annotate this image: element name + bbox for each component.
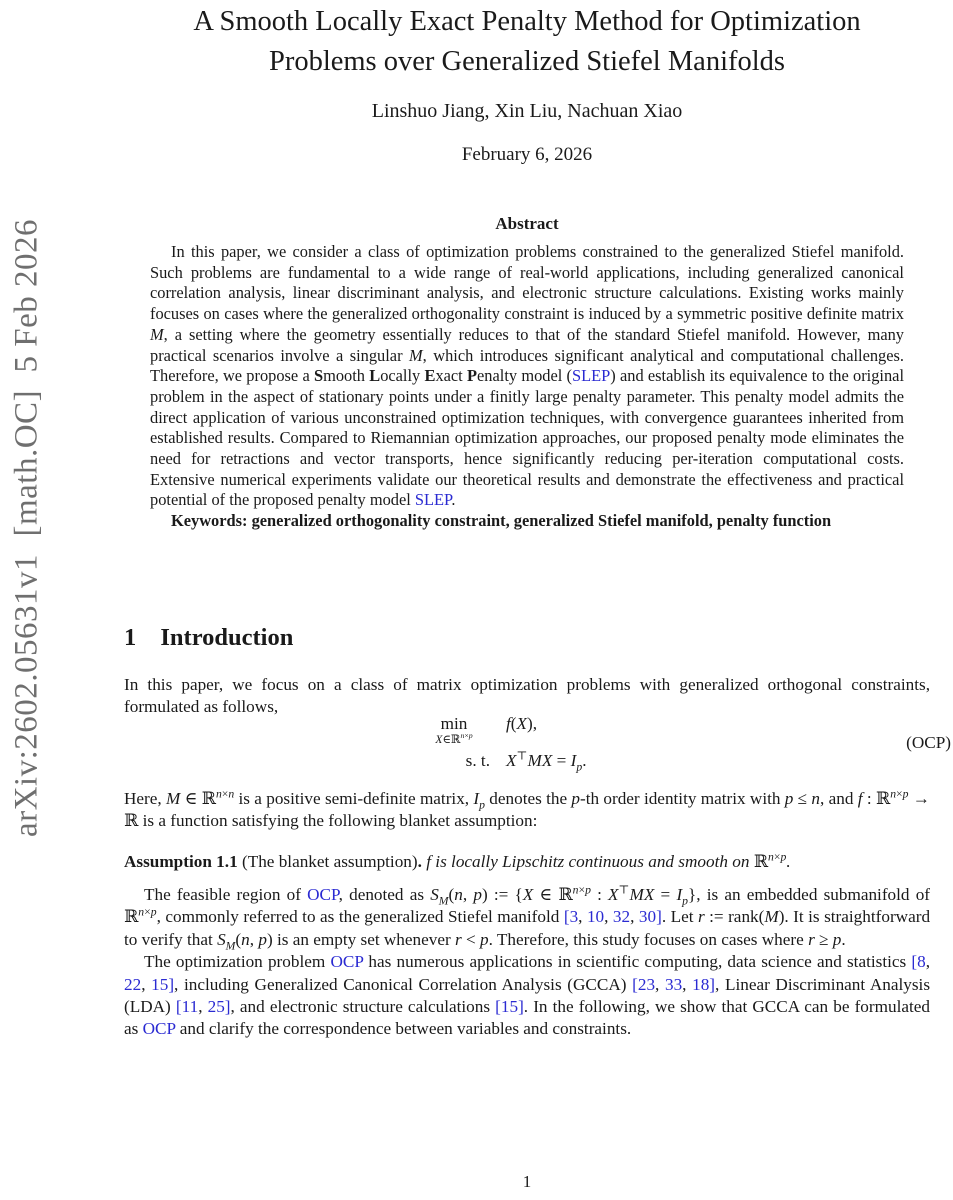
paper-title — [124, 2, 930, 82]
text-run: p — [258, 929, 267, 949]
text-run: is a positive semi-definite matrix, — [234, 789, 474, 808]
cite-link[interactable]: ] — [709, 974, 716, 994]
text-run: r — [808, 929, 815, 949]
text-run: , and electronic structure calculations — [230, 997, 496, 1017]
subject-to-label: s. t. — [465, 751, 490, 770]
text-run: p — [479, 798, 485, 812]
text-run: X — [506, 751, 517, 770]
text-run: enalty model ( — [477, 366, 572, 386]
text-run: ( — [235, 929, 242, 949]
abstract-body — [150, 242, 904, 511]
text-run: p — [468, 731, 473, 741]
text-run: . — [582, 751, 587, 770]
authors-line: Linshuo Jiang, Xin Liu, Nachuan Xiao — [371, 100, 683, 122]
text-run: ), — [527, 714, 538, 733]
cite-link[interactable]: [ — [632, 974, 638, 994]
text-run: M — [629, 885, 644, 904]
text-run: p — [902, 787, 909, 801]
text-run: n — [454, 885, 463, 904]
cite-link[interactable]: 15 — [500, 997, 519, 1017]
text-run: , which introduces significant analytical and computational challenges. Therefore, we propose a — [150, 345, 904, 386]
paper-title-line1: A Smooth Locally Exact Penalty Method for Optimization — [193, 6, 861, 37]
cite-link[interactable]: 23 — [637, 974, 656, 994]
page-number: 1 — [522, 1172, 532, 1191]
text-run: × — [773, 850, 781, 864]
equation-tag-ocp: (OCP) — [906, 732, 951, 752]
text-run: ℝ — [450, 734, 461, 746]
intro-paragraph-2 — [124, 788, 930, 833]
text-run: is locally Lipschitz continuous and smooth on — [431, 852, 754, 871]
text-run: S — [430, 885, 439, 904]
text-run: denotes the — [484, 789, 572, 808]
text-run: I — [473, 789, 480, 808]
text-run: M — [225, 939, 236, 953]
cite-link[interactable]: [ — [911, 952, 918, 972]
min-operator — [418, 714, 490, 746]
text-run: n — [890, 787, 897, 801]
text-run: I — [676, 885, 683, 904]
constraint-expression — [506, 749, 636, 774]
text-run: . — [451, 490, 456, 510]
text-run: S — [313, 366, 324, 386]
text-run: ⊤ — [516, 749, 528, 763]
arxiv-stamp-text: arXiv:2602.05631v1 [math.OC] 5 Feb 2026 — [8, 218, 45, 838]
text-run: ℝ — [201, 789, 216, 808]
text-run: M — [438, 894, 449, 908]
text-run: p — [585, 883, 591, 897]
text-run: r — [455, 929, 462, 949]
text-run: , Linear Discriminant Analysis (LDA) — [124, 974, 931, 1017]
cite-link[interactable]: 15 — [151, 974, 169, 994]
text-run: ℝ — [124, 907, 139, 927]
text-run: , — [198, 997, 208, 1017]
text-run: ) := { — [481, 885, 523, 904]
text-run: → — [908, 789, 930, 808]
intro-paragraph-4 — [124, 951, 930, 1041]
text-run: . Let — [661, 907, 698, 927]
text-run: , — [655, 974, 665, 994]
text-run: × — [896, 787, 903, 801]
text-run: , — [925, 952, 930, 972]
text-run: L — [369, 366, 381, 386]
text-run: ⊤ — [618, 883, 630, 897]
text-run: ℝ — [753, 852, 769, 871]
equation-body — [418, 714, 636, 774]
slep-link[interactable]: SLEP — [414, 490, 452, 510]
cite-link[interactable]: 25 — [207, 997, 225, 1017]
text-run: p — [480, 929, 489, 949]
text-run: f — [506, 714, 511, 733]
text-run: = — [552, 751, 571, 770]
text-run: ℝ — [558, 885, 573, 904]
text-run: n — [768, 850, 774, 864]
text-run: X — [435, 734, 443, 746]
text-run: . In the following, we show that GCCA can be formulated as — [124, 997, 930, 1039]
text-run: is an empty set whenever — [272, 929, 455, 949]
text-run: : — [590, 885, 609, 904]
cite-link[interactable]: 18 — [692, 974, 710, 994]
text-run: ∈ — [442, 734, 451, 746]
text-run: Here, — [124, 789, 166, 808]
text-run: , — [462, 885, 474, 904]
text-run: M — [764, 907, 779, 927]
cite-link[interactable]: 22 — [124, 974, 142, 994]
text-run: ( — [510, 714, 517, 733]
text-run: , commonly referred to as the generalized Stiefel manifold — [156, 907, 564, 927]
text-run: n — [228, 787, 235, 801]
text-run: r — [697, 907, 705, 927]
text-run: I — [570, 751, 577, 770]
text-run: . Therefore, this study focuses on cases where — [488, 929, 809, 949]
text-run: , — [682, 974, 693, 994]
text-run: ocally — [380, 366, 425, 386]
cite-link[interactable]: ] — [224, 997, 231, 1017]
text-run: Keywords: generalized orthogonality constraint, generalized Stiefel manifold, penalty function — [171, 511, 832, 531]
text-run: ∈ — [533, 885, 559, 904]
text-run: f — [857, 789, 863, 808]
text-run: f — [426, 852, 431, 871]
cite-link[interactable]: ] — [518, 997, 524, 1017]
text-run: }, is an embedded submanifold of — [688, 885, 931, 904]
section-number: 1 — [124, 624, 137, 651]
text-run: : — [862, 789, 876, 808]
text-run: X — [608, 885, 619, 904]
text-run: M — [409, 345, 423, 365]
text-run: In this paper, we consider a class of optimization problems constrained to the generalized Stiefel manifold. Such problems are fundamental to a wide range of real-world applications, including generalized canonical correlation analysis, linear discriminant analysis, and electronic structure calculations. Existing works mainly focuses on cases where the generalized orthogonality constraint is induced by a symmetric positive definite matrix — [150, 242, 904, 324]
intro-paragraph-1 — [124, 674, 930, 719]
text-run: M — [527, 751, 542, 770]
text-run: M — [166, 789, 181, 808]
text-run: X — [643, 885, 655, 904]
text-run: (The blanket assumption) — [237, 852, 418, 871]
text-run: has numerous applications in scientific computing, data science and statistics — [363, 952, 912, 972]
cite-link[interactable]: 33 — [664, 974, 683, 994]
text-run: n — [460, 731, 465, 741]
text-run: X — [522, 885, 534, 904]
text-run: p — [832, 929, 842, 949]
abstract-block — [150, 242, 904, 532]
text-run: mooth — [323, 366, 370, 386]
min-subscript — [435, 732, 472, 746]
ocp-link[interactable]: OCP — [307, 885, 339, 904]
text-run: p — [682, 894, 689, 908]
text-run: , — [604, 907, 613, 927]
text-run: -th order identity matrix with — [579, 789, 785, 808]
paper-content — [124, 0, 951, 1200]
text-run: n — [811, 789, 821, 808]
text-run: ) — [266, 929, 273, 949]
date-line: February 6, 2026 — [461, 144, 593, 165]
text-run: := rank( — [704, 907, 765, 927]
min-label: min — [440, 714, 468, 733]
text-run: p — [576, 760, 583, 774]
text-run: , and — [820, 789, 858, 808]
text-run: ( — [448, 885, 455, 904]
text-run: , — [578, 907, 587, 927]
assumption-1-1 — [124, 851, 930, 873]
cite-link[interactable]: [ — [175, 997, 182, 1017]
text-run: ). It is straightforward to verify that — [124, 907, 931, 949]
text-run: , denoted as — [338, 885, 431, 904]
section-heading-introduction — [124, 624, 930, 652]
cite-link[interactable]: [ — [495, 997, 501, 1017]
cite-link[interactable]: ] — [168, 974, 175, 994]
text-run: S — [217, 929, 226, 949]
text-run: . — [786, 852, 791, 871]
text-run: ) and establish its equivalence to the original problem in the aspect of stationary points under a finitly large penalty parameter. This penalty model admits the direct application of various unconstrained optimization techniques, with convergence guarantees inherited from established results. Compared to Riemannian optimization approaches, our proposed penalty mode eliminates the need for retractions and vector transports, hence significantly reducing per-iteration computational costs. Extensive numerical experiments validate our theoretical results and demonstrate the effectiveness and practical potential of the proposed penalty model — [150, 366, 905, 510]
text-run: xact — [435, 366, 467, 386]
text-run: E — [424, 366, 436, 386]
slep-link[interactable]: SLEP — [572, 366, 611, 386]
text-run: = — [654, 885, 677, 904]
equation-constraint-row — [418, 749, 636, 774]
text-run: X — [516, 714, 528, 733]
section-title: Introduction — [160, 624, 294, 651]
text-run: n — [241, 929, 250, 949]
ocp-link[interactable]: OCP — [142, 1019, 176, 1039]
text-run: , — [630, 907, 639, 927]
text-run: M — [150, 324, 164, 344]
text-run: p — [473, 885, 482, 904]
text-run: p — [780, 850, 787, 864]
text-run: , — [141, 974, 152, 994]
text-run: ∈ — [180, 789, 202, 808]
cite-link[interactable]: 30 — [638, 907, 657, 927]
cite-link[interactable]: 8 — [917, 952, 926, 972]
text-run: X — [541, 751, 553, 770]
text-run: × — [464, 731, 469, 741]
keywords-line — [150, 511, 904, 532]
text-run: × — [578, 883, 586, 897]
text-run: . — [841, 929, 846, 949]
text-run: n — [138, 905, 145, 919]
intro-paragraph-3 — [124, 884, 930, 951]
text-run: , including Generalized Canonical Correlation Analysis (GCCA) — [174, 974, 633, 994]
text-run: × — [144, 905, 151, 919]
text-run: The feasible region of — [144, 885, 308, 904]
text-run: is a function satisfying the following blanket assumption: — [138, 811, 538, 831]
text-run: and clarify the correspondence between variables and constraints. — [175, 1019, 632, 1039]
text-run: p — [150, 905, 157, 919]
cite-link[interactable]: 3 — [569, 907, 579, 927]
text-run: The optimization problem — [144, 952, 331, 972]
text-run: n — [215, 787, 222, 801]
text-run: ℝ — [124, 811, 139, 831]
abstract-heading: Abstract — [495, 214, 559, 233]
text-run: < — [461, 929, 480, 949]
equation-objective-row — [418, 714, 636, 746]
paper-title-line2: Problems over Generalized Stiefel Manifolds — [268, 46, 786, 77]
text-run: In this paper, we focus on a class of matrix optimization problems with generalized orthogonal constraints, formulated as follows, — [124, 675, 930, 717]
intro-paragraphs — [124, 884, 930, 1041]
cite-link[interactable]: ] — [656, 907, 662, 927]
cite-link[interactable]: 10 — [586, 907, 605, 927]
assumption-label: Assumption 1.1 — [124, 852, 238, 871]
cite-link[interactable]: 32 — [612, 907, 631, 927]
ocp-link[interactable]: OCP — [330, 952, 364, 972]
text-run: p — [571, 789, 580, 808]
equation-ocp — [124, 714, 951, 774]
cite-link[interactable]: 11 — [181, 997, 199, 1017]
text-run: × — [221, 787, 229, 801]
text-run: ℝ — [875, 789, 891, 808]
text-run: p — [784, 789, 794, 808]
text-run: P — [467, 366, 478, 386]
text-run: ≥ — [814, 929, 833, 949]
text-run: , a setting where the geometry essentially reduces to that of the standard Stiefel manifold. However, many practical scenarios involve a singular — [150, 324, 904, 365]
objective-function — [506, 714, 636, 734]
text-run: ≤ — [793, 789, 812, 808]
cite-link[interactable]: [ — [563, 907, 570, 927]
text-run: . — [417, 852, 422, 871]
text-run: n — [572, 883, 579, 897]
text-run: , — [249, 929, 259, 949]
